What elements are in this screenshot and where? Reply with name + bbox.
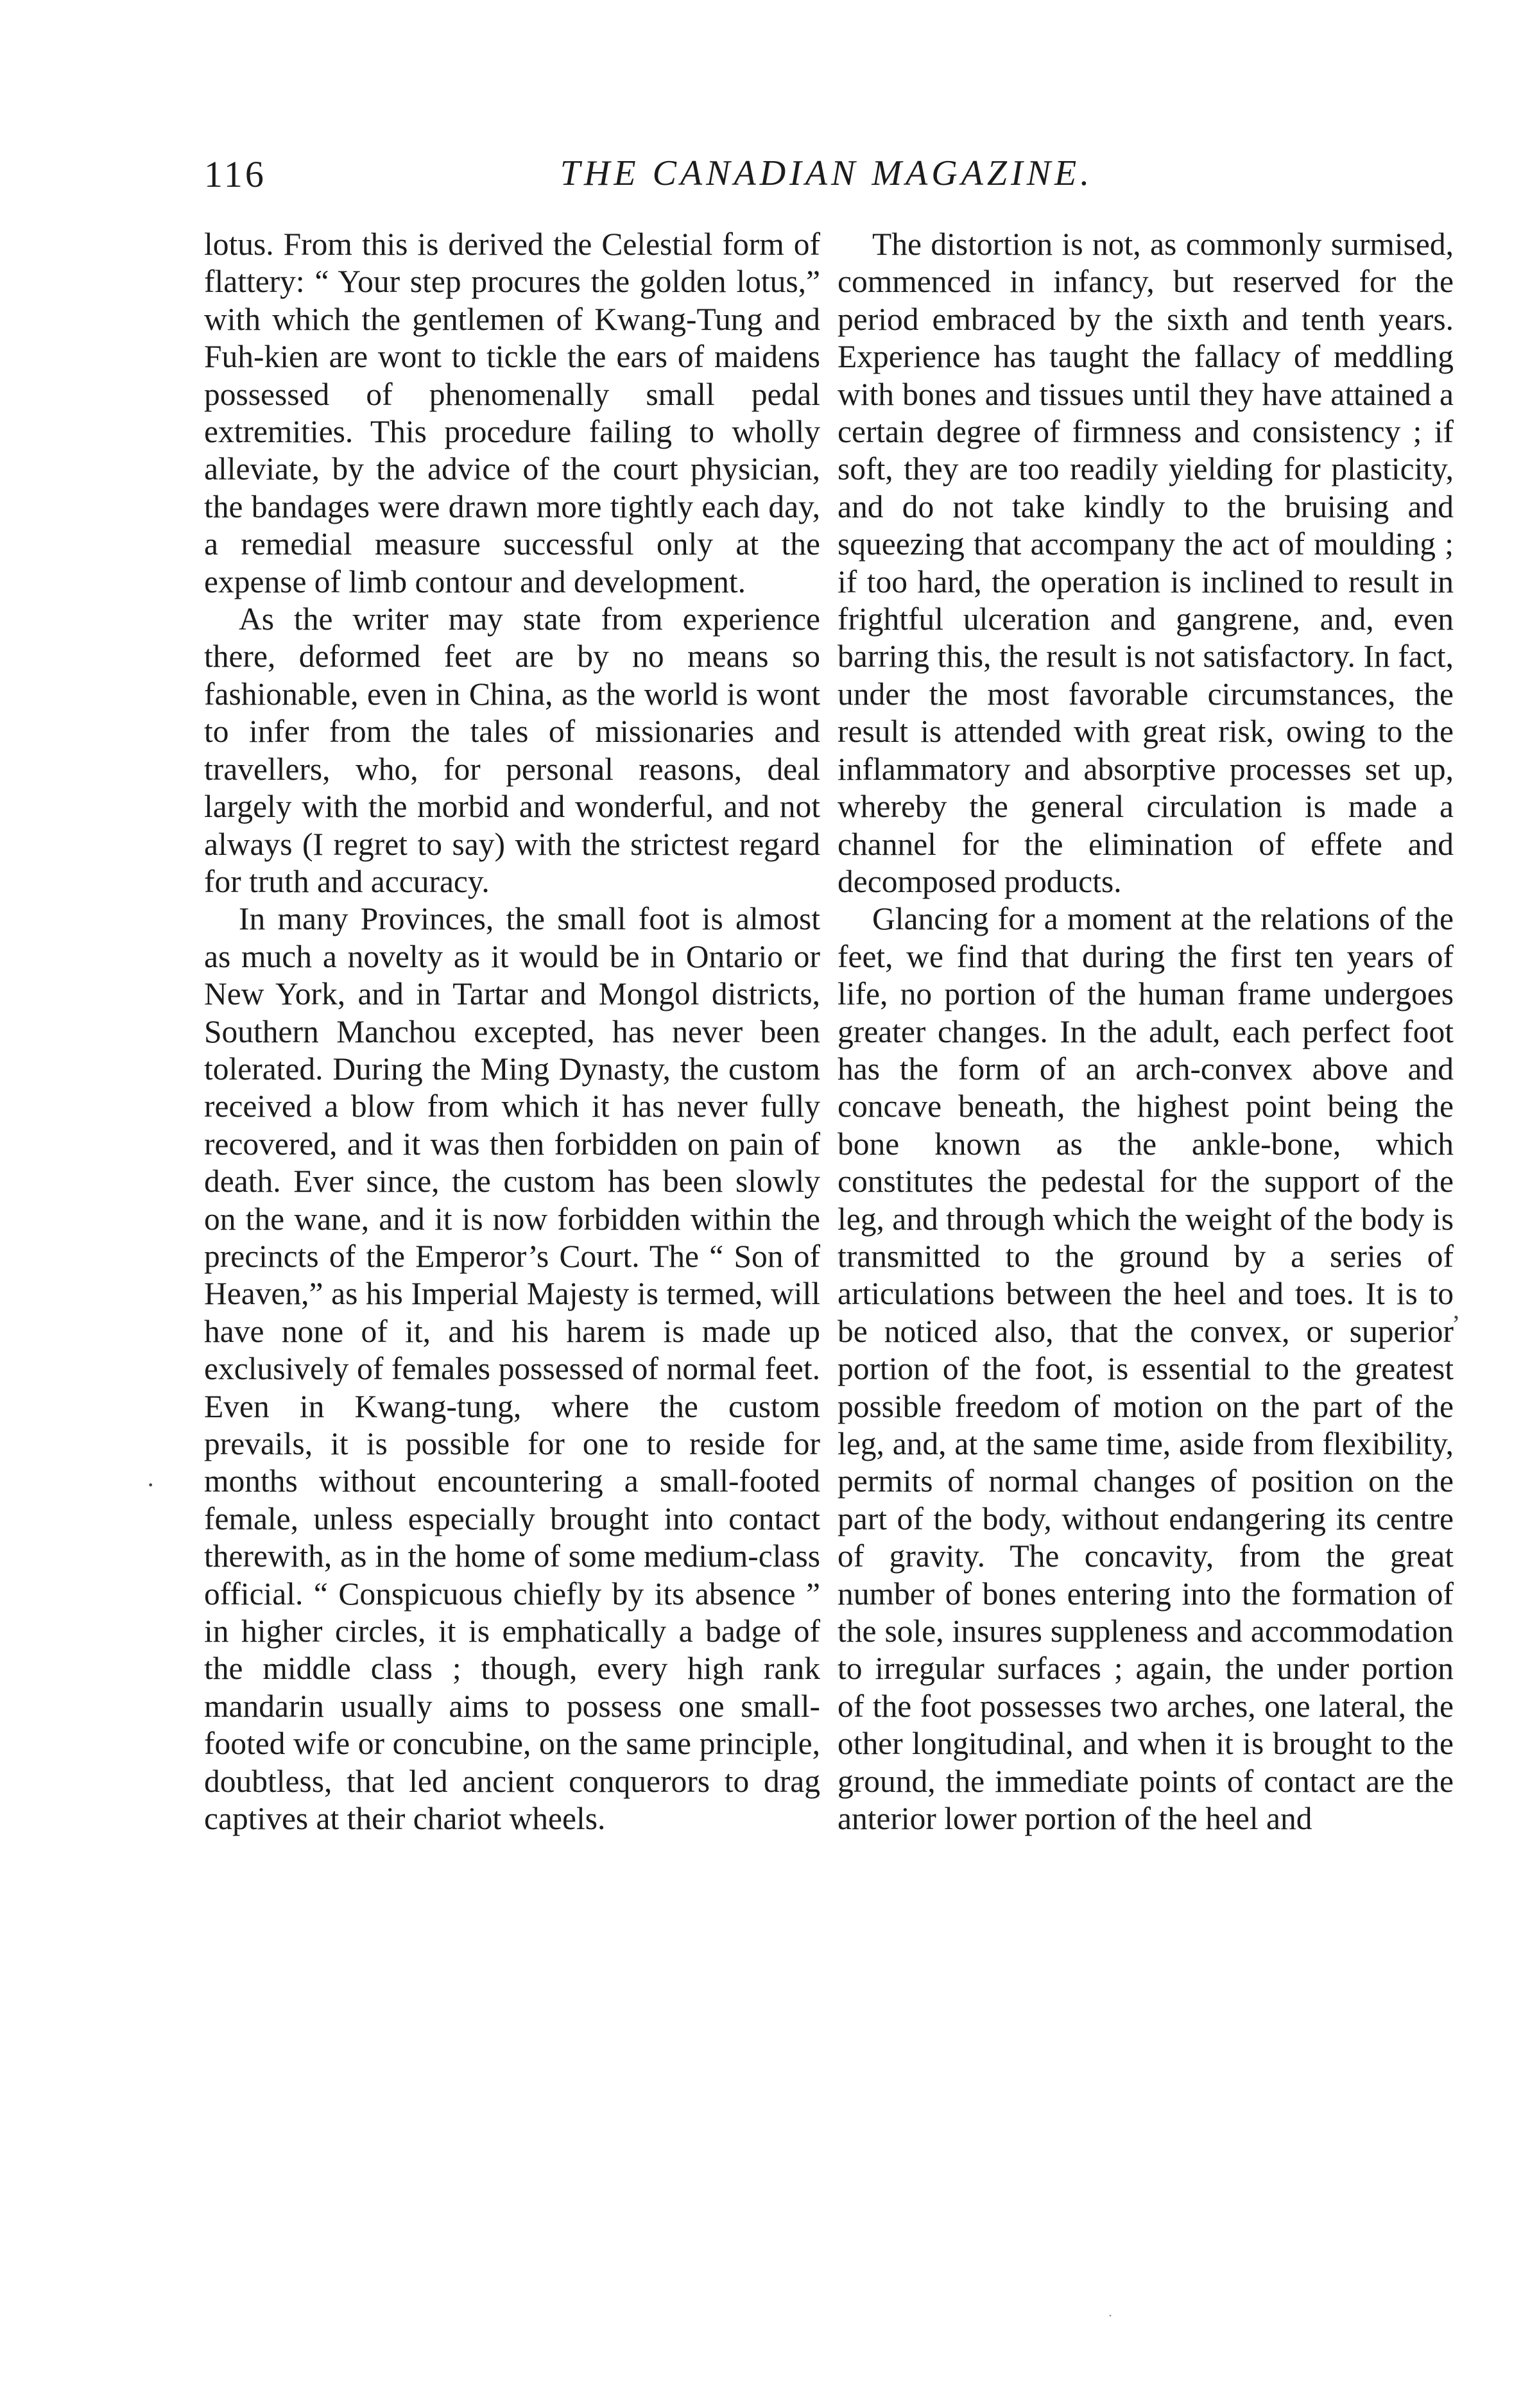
page-header [204,153,1449,204]
scan-speck-right: ʼ [1452,1310,1461,1339]
left-column [204,226,820,1837]
scan-speck-bottom: · [1108,2308,1113,2325]
left-paragraph-3: In many Provinces, the small foot is almost as much a novelty as it would be in Ontario or New York, and in Tartar and Mongol districts, Southern Manchou excepted, has never been tolerated. During the Ming Dynasty, the custom received a blow from which it has never fully recovered, and it was then forbidden on pain of death. Ever since, the custom has been slowly on the wane, and it is now forbidden within the precincts of the Emperor’s Court. The “ Son of Heaven,” as his Imperial Majesty is termed, will have none of it, and his harem is made up exclusively of females possessed of normal feet. Even in Kwang-tung, where the custom prevails, it is possible for one to reside for months without encountering a small-footed female, unless especially brought into contact therewith, as in the home of some medium-class official. “ Conspicuous chiefly by its absence ” in higher circles, it is emphatically a badge of the middle class ; though, every high rank mandarin usually aims to possess one small-footed wife or concubine, on the same principle, doubtless, that led ancient conquerors to drag captives at their chariot wheels. [204,901,820,1837]
left-paragraph-1: lotus. From this is derived the Celestial form of flattery: “ Your step procures the golden lotus,” with which the gentlemen of Kwang-Tung and Fuh-kien are wont to tickle the ears of maidens possessed of phenomenally small pedal extremities. This procedure failing to wholly alleviate, by the advice of the court physician, the bandages were drawn more tightly each day, a remedial measure successful only at the expense of limb contour and development. [204,227,820,599]
page-number: 116 [204,153,266,195]
running-title: THE CANADIAN MAGAZINE. [560,153,1094,193]
scan-speck-left: · [146,1470,155,1499]
right-paragraph-1: The distortion is not, as commonly surmised, commenced in infancy, but reserved for the period embraced by the sixth and tenth years. Experience has taught the fallacy of meddling with bones and tissues until they have attained a certain degree of firmness and consistency ; if soft, they are too readily yielding for plasticity, and do not take kindly to the bruising and squeezing that accompany the act of moulding ; if too hard, the operation is inclined to result in frightful ulceration and gangrene, and, even barring this, the result is not satisfactory. In fact, under the most favorable circumstances, the result is attended with great risk, owing to the inflammatory and absorptive processes set up, whereby the general circulation is made a channel for the elimination of effete and decomposed products. [838,227,1454,899]
right-column [838,226,1454,1837]
left-paragraph-2: As the writer may state from experience there, deformed feet are by no means so fashionable, even in China, as the world is wont to infer from the tales of missionaries and travellers, who, for personal reasons, deal largely with the morbid and wonderful, and not always (I regret to say) with the strictest regard for truth and accuracy. [204,601,820,899]
right-paragraph-2: Glancing for a moment at the relations of the feet, we find that during the first ten years of life, no portion of the human frame undergoes greater changes. In the adult, each perfect foot has the form of an arch-convex above and concave beneath, the highest point being the bone known as the ankle-bone, which constitutes the pedestal for the support of the leg, and through which the weight of the body is transmitted to the ground by a series of articulations between the heel and toes. It is to be noticed also, that the convex, or superior portion of the foot, is essential to the greatest possible freedom of motion on the part of the leg, and, at the same time, aside from flexibility, permits of normal changes of position on the part of the body, without endangering its centre of gravity. The concavity, from the great number of bones entering into the formation of the sole, insures suppleness and accommodation to irregular surfaces ; again, the under portion of the foot possesses two arches, one lateral, the other longitudinal, and when it is brought to the ground, the immediate points of contact are the anterior lower portion of the heel and [838,901,1454,1837]
